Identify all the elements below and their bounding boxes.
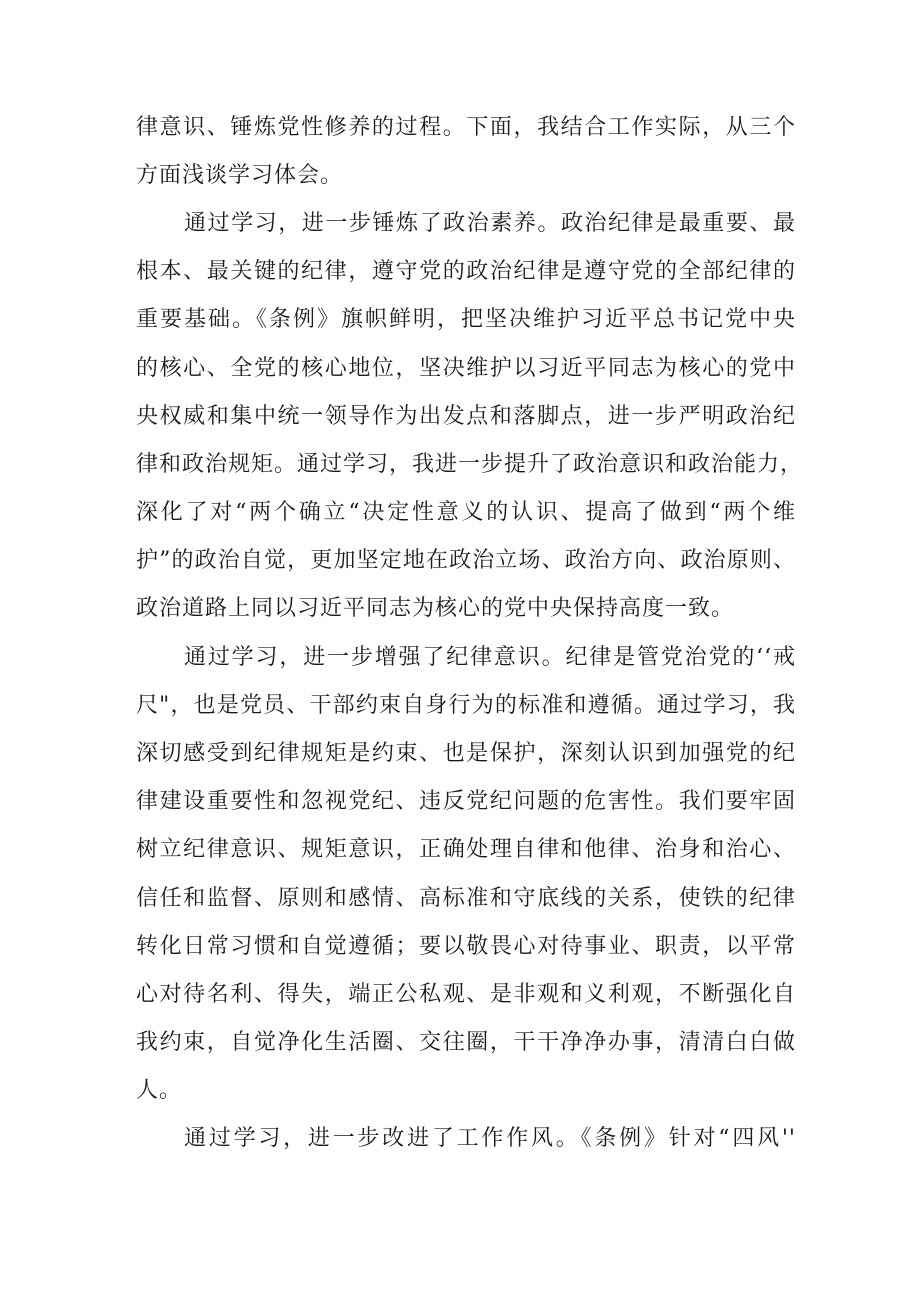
text-line: 央权威和集中统一领导作为出发点和落脚点，进一步严明政治纪 — [136, 404, 796, 429]
paragraph-first-line: 通过学习，进一步锤炼了政治素养。政治纪律是最重要、最 — [184, 211, 796, 236]
text-line: 树立纪律意识、规矩意识，正确处理自律和他律、治身和治心、 — [136, 837, 796, 862]
text-line: 律和政治规矩。通过学习，我进一步提升了政治意识和政治能力， — [136, 452, 804, 477]
text-line: 律建设重要性和忽视党纪、违反党纪问题的危害性。我们要牢固 — [136, 789, 796, 814]
text-line: 护”的政治自觉，更加坚定地在政治立场、政治方向、政治原则、 — [136, 548, 796, 573]
text-line: 转化日常习惯和自觉遵循；要以敬畏心对待事业、职责，以平常 — [136, 934, 796, 959]
text-line: 心对待名利、得失，端正公私观、是非观和义利观，不断强化自 — [136, 982, 796, 1007]
text-line: 深切感受到纪律规矩是约束、也是保护，深刻认识到加强党的纪 — [136, 741, 796, 766]
text-line: 方面浅谈学习体会。 — [136, 163, 344, 188]
paragraph-first-line: 通过学习，进一步改进了工作作风。《条例》针对“四风'' — [184, 1126, 796, 1151]
text-line: 根本、最关键的纪律，遵守党的政治纪律是遵守党的全部纪律的 — [136, 259, 796, 284]
text-line: 尺"，也是党员、干部约束自身行为的标准和遵循。通过学习，我 — [136, 693, 796, 718]
text-line: 我约束，自觉净化生活圈、交往圈，干干净净办事，清清白白做 — [136, 1030, 796, 1055]
text-line: 信任和监督、原则和感情、高标准和守底线的关系，使铁的纪律 — [136, 886, 796, 911]
text-line: 政治道路上同以习近平同志为核心的党中央保持高度一致。 — [136, 596, 735, 621]
text-line: 深化了对“两个确立“决定性意义的认识、提高了做到“两个维 — [136, 500, 796, 525]
paragraph-first-line: 通过学习，进一步增强了纪律意识。纪律是管党治党的‘‘戒 — [184, 645, 796, 670]
text-line: 人。 — [136, 1078, 183, 1103]
text-line: 的核心、全党的核心地位，坚决维护以习近平同志为核心的党中 — [136, 356, 796, 381]
text-line: 重要基础。《条例》旗帜鲜明，把坚决维护习近平总书记党中央 — [136, 307, 796, 332]
text-line: 律意识、锤炼党性修养的过程。下面，我结合工作实际，从三个 — [136, 115, 796, 140]
